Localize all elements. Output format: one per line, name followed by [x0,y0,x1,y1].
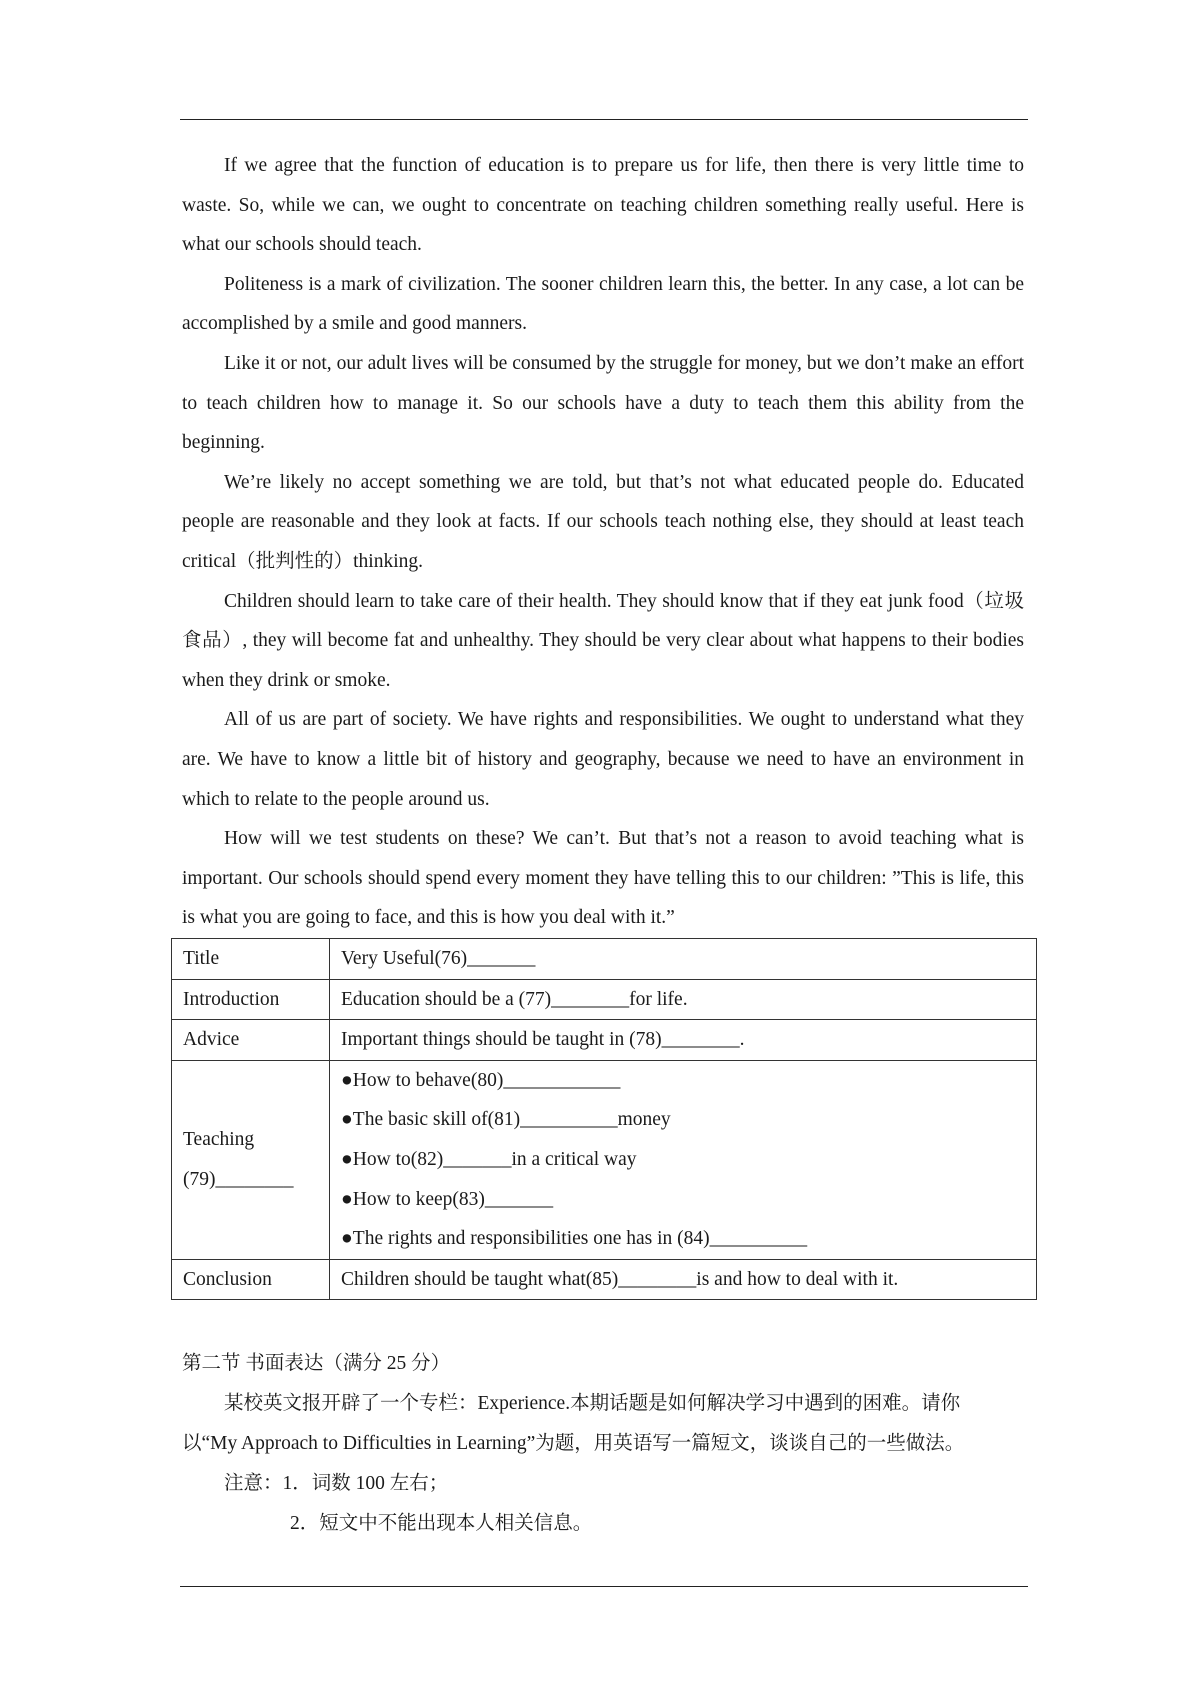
advice-value-cell: Important things should be taught in (78)________. [330,1020,1037,1061]
teaching-label: Teaching [183,1129,255,1151]
passage-paragraph: Like it or not, our adult lives will be consumed by the struggle for money, but we don’t make an effort to teach children how to manage it. So our schools have a duty to teach them this ability from the beginning. [182,352,1024,454]
table-row [172,939,1037,980]
passage-paragraph: Politeness is a mark of civilization. The sooner children learn this, the better. In any case, a lot can be accomplished by a smile and good manners. [182,273,1024,335]
writing-prompt-line: 以“My Approach to Difficulties in Learning”为题，用英语写一篇短文，谈谈自己的一些做法。 [182,1433,965,1454]
passage-paragraph: We’re likely no accept something we are told, but that’s not what educated people do. Educated people are reasonable and they look at facts. If our schools teach nothing else, they should at least teach critical（批判性的）thinking. [182,471,1024,572]
passage-paragraph: Children should learn to take care of their health. They should know that if they eat junk food（垃圾食品）, they will become fat and unhealthy. They should be very clear about what happens to their bodies when they drink or smoke. [182,590,1024,691]
title-value-cell: Very Useful(76)_______ [330,939,1037,980]
table-row [172,1060,1037,1259]
teaching-item: ●How to(82)_______in a critical way [341,1148,637,1170]
footer-rule [180,1586,1028,1587]
teaching-items-cell [330,1060,1037,1259]
writing-note: 2．短文中不能出现本人相关信息。 [290,1513,593,1534]
table-row [172,979,1037,1020]
writing-prompt-line: 某校英文报开辟了一个专栏：Experience.本期话题是如何解决学习中遇到的困难。请你 [224,1393,961,1414]
table-row [172,1259,1037,1300]
teaching-item: ●The rights and responsibilities one has in (84)__________ [341,1228,808,1250]
teaching-item: ●How to behave(80)____________ [341,1069,621,1091]
conclusion-label-cell: Conclusion [172,1259,330,1300]
introduction-label-cell: Introduction [172,979,330,1020]
passage-paragraph: How will we test students on these? We can’t. But that’s not a reason to avoid teaching what is important. Our schools should spend every moment they have telling this to our children: ”This is life, this is what you are going to face, and this is how you deal with it.” [182,828,1024,929]
teaching-item: ●The basic skill of(81)__________money [341,1109,671,1131]
reading-passage [182,146,1024,938]
teaching-item: ●How to keep(83)_______ [341,1188,554,1210]
passage-paragraph: All of us are part of society. We have rights and responsibilities. We ought to understand what they are. We have to know a little bit of history and geography, because we need to have an environment in which to relate to the people around us. [182,709,1024,810]
teaching-label-cell [172,1060,330,1259]
advice-label-cell: Advice [172,1020,330,1061]
section-title: 第二节 书面表达（满分 25 分） [182,1353,451,1374]
title-label-cell: Title [172,939,330,980]
passage-paragraph: If we agree that the function of education is to prepare us for life, then there is very little time to waste. So, while we can, we ought to concentrate on teaching children something really useful. Here is what our schools should teach. [182,155,1024,256]
teaching-blank: (79)________ [183,1168,294,1190]
writing-section [182,1344,1028,1544]
conclusion-value-cell: Children should be taught what(85)________is and how to deal with it. [330,1259,1037,1300]
summary-table [171,938,1037,1300]
introduction-value-cell: Education should be a (77)________for life. [330,979,1037,1020]
table-row [172,1020,1037,1061]
header-rule [180,119,1028,120]
writing-note: 注意：1．词数 100 左右； [224,1473,449,1494]
